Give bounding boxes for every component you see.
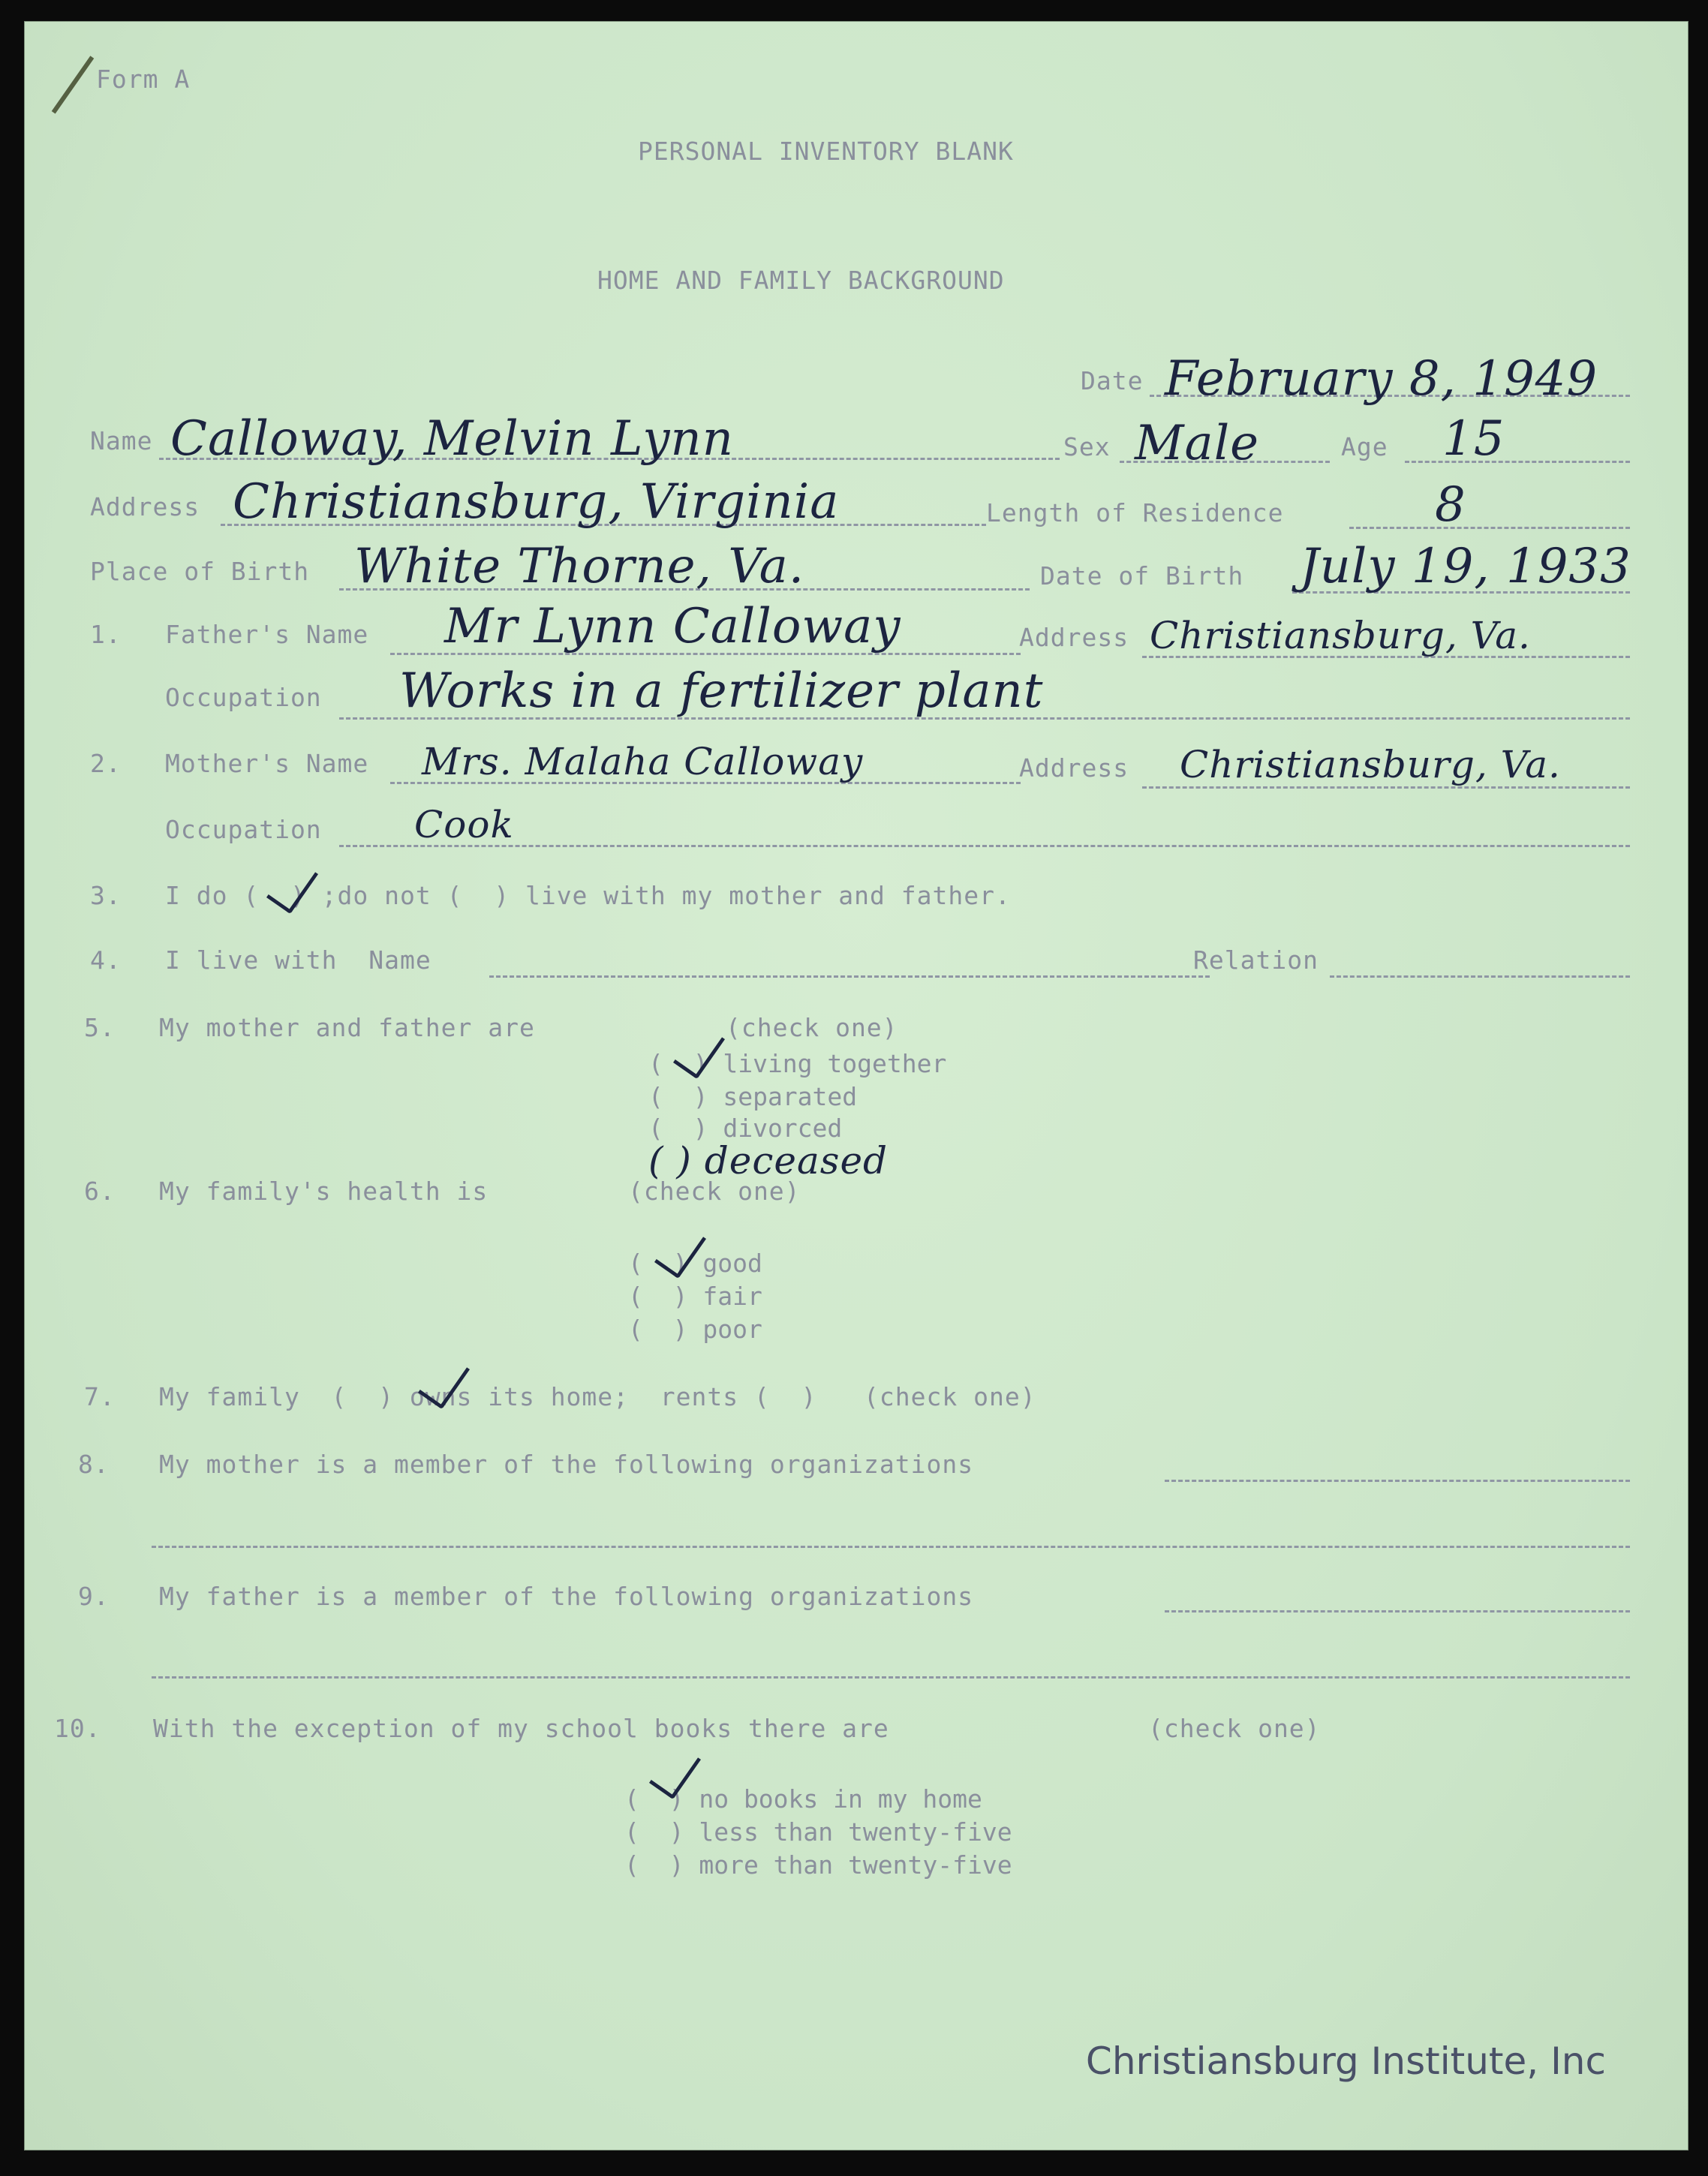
q10-option-no-books: ( ) no books in my home	[624, 1784, 982, 1814]
q6-option-fair: ( ) fair	[628, 1282, 762, 1311]
father-occupation-label: Occupation	[165, 683, 322, 712]
q8-line-1	[1165, 1480, 1630, 1482]
q5-hint: (check one)	[726, 1013, 898, 1042]
q5-option-living-together: ( ) living together	[648, 1049, 947, 1078]
father-name-value: Mr Lynn Calloway	[444, 599, 901, 654]
address-value: Christiansburg, Virginia	[233, 474, 840, 530]
q9-text: My father is a member of the following organizations	[159, 1582, 974, 1611]
residence-label: Length of Residence	[986, 498, 1284, 527]
age-value: 15	[1442, 411, 1505, 467]
q10-option-more-than-25: ( ) more than twenty-five	[624, 1850, 1012, 1880]
q10-hint: (check one)	[1148, 1714, 1321, 1743]
q7-number: 7.	[84, 1382, 116, 1411]
q4-name-line	[489, 975, 1210, 978]
dob-value: July 19, 1933	[1300, 539, 1631, 594]
mother-occupation-value: Cook	[414, 803, 514, 846]
name-value: Calloway, Melvin Lynn	[170, 411, 734, 467]
age-label: Age	[1341, 432, 1388, 461]
q1-number: 1.	[90, 620, 122, 649]
date-value: February 8, 1949	[1165, 351, 1598, 407]
q3-number: 3.	[90, 881, 122, 910]
q10-number: 10.	[54, 1714, 101, 1743]
mother-name-value: Mrs. Malaha Calloway	[422, 740, 864, 783]
father-occupation-value: Works in a fertilizer plant	[399, 663, 1044, 719]
q6-number: 6.	[84, 1177, 116, 1206]
q5-option-deceased: ( ) deceased	[648, 1139, 889, 1183]
date-label: Date	[1081, 366, 1144, 395]
form-title: PERSONAL INVENTORY BLANK	[638, 137, 1014, 166]
residence-line	[1349, 527, 1630, 529]
mother-name-label: Mother's Name	[165, 749, 369, 778]
name-label: Name	[90, 426, 153, 455]
mother-occupation-label: Occupation	[165, 815, 322, 844]
sex-value: Male	[1135, 416, 1260, 471]
father-name-label: Father's Name	[165, 620, 369, 649]
mother-address-line	[1142, 786, 1630, 789]
q5-option-separated: ( ) separated	[648, 1082, 858, 1111]
father-address-value: Christiansburg, Va.	[1150, 614, 1531, 657]
q3-text: I do ( ) ;do not ( ) live with my mother and father.	[165, 881, 1011, 910]
q5-option-divorced: ( ) divorced	[648, 1114, 843, 1143]
q10-text: With the exception of my school books there are	[153, 1714, 889, 1743]
q8-text: My mother is a member of the following organizations	[159, 1450, 974, 1479]
pob-label: Place of Birth	[90, 557, 310, 586]
q10-option-less-than-25: ( ) less than twenty-five	[624, 1817, 1012, 1847]
q8-number: 8.	[78, 1450, 110, 1479]
q4-number: 4.	[90, 945, 122, 975]
q7-text: My family ( ) owns its home; rents ( ) (check one)	[159, 1382, 1036, 1411]
dob-label: Date of Birth	[1040, 561, 1244, 591]
form-subtitle: HOME AND FAMILY BACKGROUND	[597, 266, 1005, 295]
age-line	[1405, 461, 1630, 463]
q9-line-1	[1165, 1610, 1630, 1612]
q9-line-2	[152, 1676, 1630, 1679]
q5-text: My mother and father are	[159, 1013, 535, 1042]
q6-hint: (check one)	[628, 1177, 801, 1206]
mother-address-value: Christiansburg, Va.	[1180, 743, 1561, 786]
q8-line-2	[152, 1546, 1630, 1548]
q4-relation-label: Relation	[1193, 945, 1319, 975]
q6-text: My family's health is	[159, 1177, 489, 1206]
form-id: Form A	[96, 65, 191, 94]
address-label: Address	[90, 492, 200, 521]
sex-label: Sex	[1063, 432, 1111, 461]
q6-option-good: ( ) good	[628, 1249, 762, 1278]
q2-number: 2.	[90, 749, 122, 778]
q4-relation-line	[1330, 975, 1630, 978]
residence-value: 8	[1435, 477, 1466, 533]
mother-occupation-line	[339, 845, 1630, 847]
q4-text: I live with Name	[165, 945, 432, 975]
document-page	[24, 21, 1688, 2150]
pen-mark	[52, 56, 95, 113]
mother-address-label: Address	[1019, 753, 1129, 783]
watermark: Christiansburg Institute, Inc	[1085, 2039, 1606, 2083]
q6-option-poor: ( ) poor	[628, 1315, 762, 1344]
q9-number: 9.	[78, 1582, 110, 1611]
father-address-label: Address	[1019, 623, 1129, 652]
q5-number: 5.	[84, 1013, 116, 1042]
pob-value: White Thorne, Va.	[354, 539, 805, 594]
